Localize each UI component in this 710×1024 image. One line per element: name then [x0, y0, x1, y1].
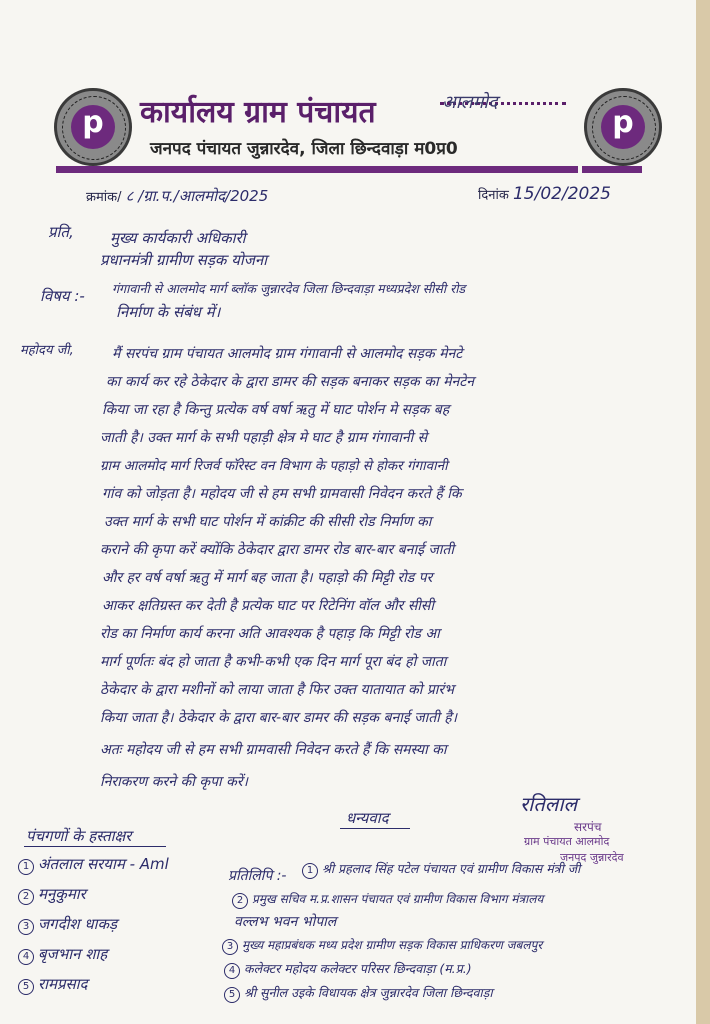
seal-letter: p — [82, 105, 104, 140]
header-divider-end — [582, 166, 642, 173]
body-line: और हर वर्ष वर्षा ऋतु में मार्ग बह जाता है। पहाड़ो की मिट्टी रोड पर — [102, 570, 433, 586]
body-line: जाती है। उक्त मार्ग के सभी पहाड़ी क्षेत्र मे घाट है ग्राम गंगावानी से — [100, 430, 428, 446]
member-name: अंतलाल सरयाम - Aml — [38, 855, 169, 873]
panch-member — [18, 974, 88, 995]
panch-member — [18, 884, 86, 905]
cc-text: कलेक्टर महोदय कलेक्टर परिसर छिन्दवाड़ा (म.प्र.) — [244, 961, 472, 976]
member-name: बृजभान शाह — [38, 945, 108, 963]
body-line: ठेकेदार के द्वारा मशीनों को लाया जाता है फिर उक्त यातायात को प्रारंभ — [100, 682, 454, 698]
stamp-line-2: जनपद जुन्नारदेव — [560, 851, 624, 864]
subject-line-2: निर्माण के संबंध में। — [116, 303, 221, 321]
recipient-line-1: मुख्य कार्यकारी अधिकारी — [110, 229, 246, 247]
panch-heading: पंचगणों के हस्ताक्षर — [26, 827, 132, 845]
ref-value: ८ /ग्रा.प./आलमोद/2025 — [125, 187, 269, 205]
cc-text: श्री प्रहलाद सिंह पटेल पंचायत एवं ग्रामीण विकास मंत्री जी — [322, 861, 581, 876]
date-label: दिनांक — [478, 188, 509, 203]
body-line: अतः महोदय जी से हम सभी ग्रामवासी निवेदन करते हैं कि समस्या का — [100, 742, 447, 758]
recipient-prefix: प्रति, — [48, 223, 74, 241]
body-line: किया जाता है। ठेकेदार के द्वारा बार-बार डामर की सड़क बनाई जाती है। — [100, 710, 458, 726]
body-line: किया जा रहा है किन्तु प्रत्येक वर्ष वर्षा ऋतु में घाट पोर्शन मे सड़क बह — [102, 402, 450, 418]
body-line: निराकरण करने की कृपा करें। — [100, 774, 248, 790]
member-name: रामप्रसाद — [38, 975, 88, 993]
copy-to-label: प्रतिलिपि :- — [228, 868, 287, 884]
date-value: 15/02/2025 — [512, 184, 611, 204]
signature-title: सरपंच — [574, 820, 602, 834]
left-panchayat-seal — [54, 88, 132, 166]
panch-member — [18, 914, 117, 935]
subject-label: विषय :- — [40, 287, 85, 305]
cc-number: 4 — [224, 963, 240, 979]
member-number: 2 — [18, 889, 34, 905]
page-edge-strip — [696, 0, 710, 1024]
body-line: मैं सरपंच ग्राम पंचायत आलमोद ग्राम गंगावानी से आलमोद सड़क मेनटे — [112, 346, 463, 362]
body-line: गांव को जोड़ता है। महोदय जी से हम सभी ग्रामवासी निवेदन करते हैं कि — [102, 486, 462, 502]
copy-to-item — [224, 984, 493, 1003]
reference-number — [86, 186, 268, 206]
member-name: मनुकुमार — [38, 885, 86, 903]
member-number: 3 — [18, 919, 34, 935]
office-subtitle: जनपद पंचायत जुन्नारदेव, जिला छिन्दवाड़ा म0प्र0 — [150, 139, 458, 159]
subject-line-1: गंगावानी से आलमोद मार्ग ब्लॉक जुन्नारदेव जिला छिन्दवाड़ा मध्यप्रदेश सीसी रोड — [112, 281, 466, 296]
cc-text: मुख्य महाप्रबंधक मध्य प्रदेश ग्रामीण सड़क विकास प्राधिकरण जबलपुर — [242, 938, 543, 952]
copy-to-item — [222, 936, 542, 955]
copy-to-item — [232, 890, 543, 909]
letter-date — [478, 184, 611, 204]
member-name: जगदीश धाकड़ — [38, 915, 118, 933]
member-number: 1 — [18, 859, 34, 875]
recipient-line-2: प्रधानमंत्री ग्रामीण सड़क योजना — [100, 251, 268, 269]
sarpanch-signature: रतिलाल — [520, 792, 578, 816]
closing-thanks: धन्यवाद — [346, 809, 389, 827]
body-line: कराने की कृपा करें क्योंकि ठेकेदार द्वारा डामर रोड बार-बार बनाई जाती — [100, 542, 455, 558]
cc-text: वल्लभ भवन भोपाल — [234, 914, 337, 930]
member-number: 4 — [18, 949, 34, 965]
panch-heading-underline — [24, 846, 166, 847]
member-number: 5 — [18, 979, 34, 995]
cc-text: श्री सुनील उइके विधायक क्षेत्र जुन्नारदेव जिला छिन्दवाड़ा — [244, 985, 493, 1000]
copy-to-item — [302, 860, 580, 879]
closing-underline — [340, 828, 410, 829]
stamp-line-1: ग्राम पंचायत आलमोद — [524, 835, 610, 848]
body-line: का कार्य कर रहे ठेकेदार के द्वारा डामर की सड़क बनाकर सड़क का मेनटेन — [106, 374, 475, 390]
copy-to-item — [224, 960, 472, 979]
village-name-handwritten: आलमोद — [442, 92, 498, 113]
cc-number: 3 — [222, 939, 238, 955]
seal-letter: p — [612, 105, 634, 140]
right-panchayat-seal — [584, 88, 662, 166]
office-title: कार्यालय ग्राम पंचायत — [140, 95, 376, 130]
panch-member — [18, 854, 169, 875]
copy-to-item — [234, 912, 336, 931]
body-line: उक्त मार्ग के सभी घाट पोर्शन में कांक्रीट की सीसी रोड निर्माण का — [104, 514, 432, 530]
panch-member — [18, 944, 107, 965]
cc-number: 2 — [232, 893, 248, 909]
salutation: महोदय जी, — [20, 343, 74, 358]
cc-text: प्रमुख सचिव म.प्र.शासन पंचायत एवं ग्रामीण विकास विभाग मंत्रालय — [252, 892, 544, 906]
header-divider — [56, 166, 578, 173]
cc-number: 5 — [224, 987, 240, 1003]
body-line: रोड का निर्माण कार्य करना अति आवश्यक है पहाड़ कि मिट्टी रोड आ — [100, 626, 440, 642]
body-line: ग्राम आलमोद मार्ग रिजर्व फॉरेस्ट वन विभाग के पहाड़ो से होकर गंगावानी — [100, 458, 448, 474]
ref-label: क्रमांक/ — [86, 190, 122, 205]
body-line: मार्ग पूर्णतः बंद हो जाता है कभी-कभी एक दिन मार्ग पूरा बंद हो जाता — [100, 654, 447, 670]
body-line: आकर क्षतिग्रस्त कर देती है प्रत्येक घाट पर रिटेनिंग वॉल और सीसी — [102, 598, 435, 614]
cc-number: 1 — [302, 863, 318, 879]
